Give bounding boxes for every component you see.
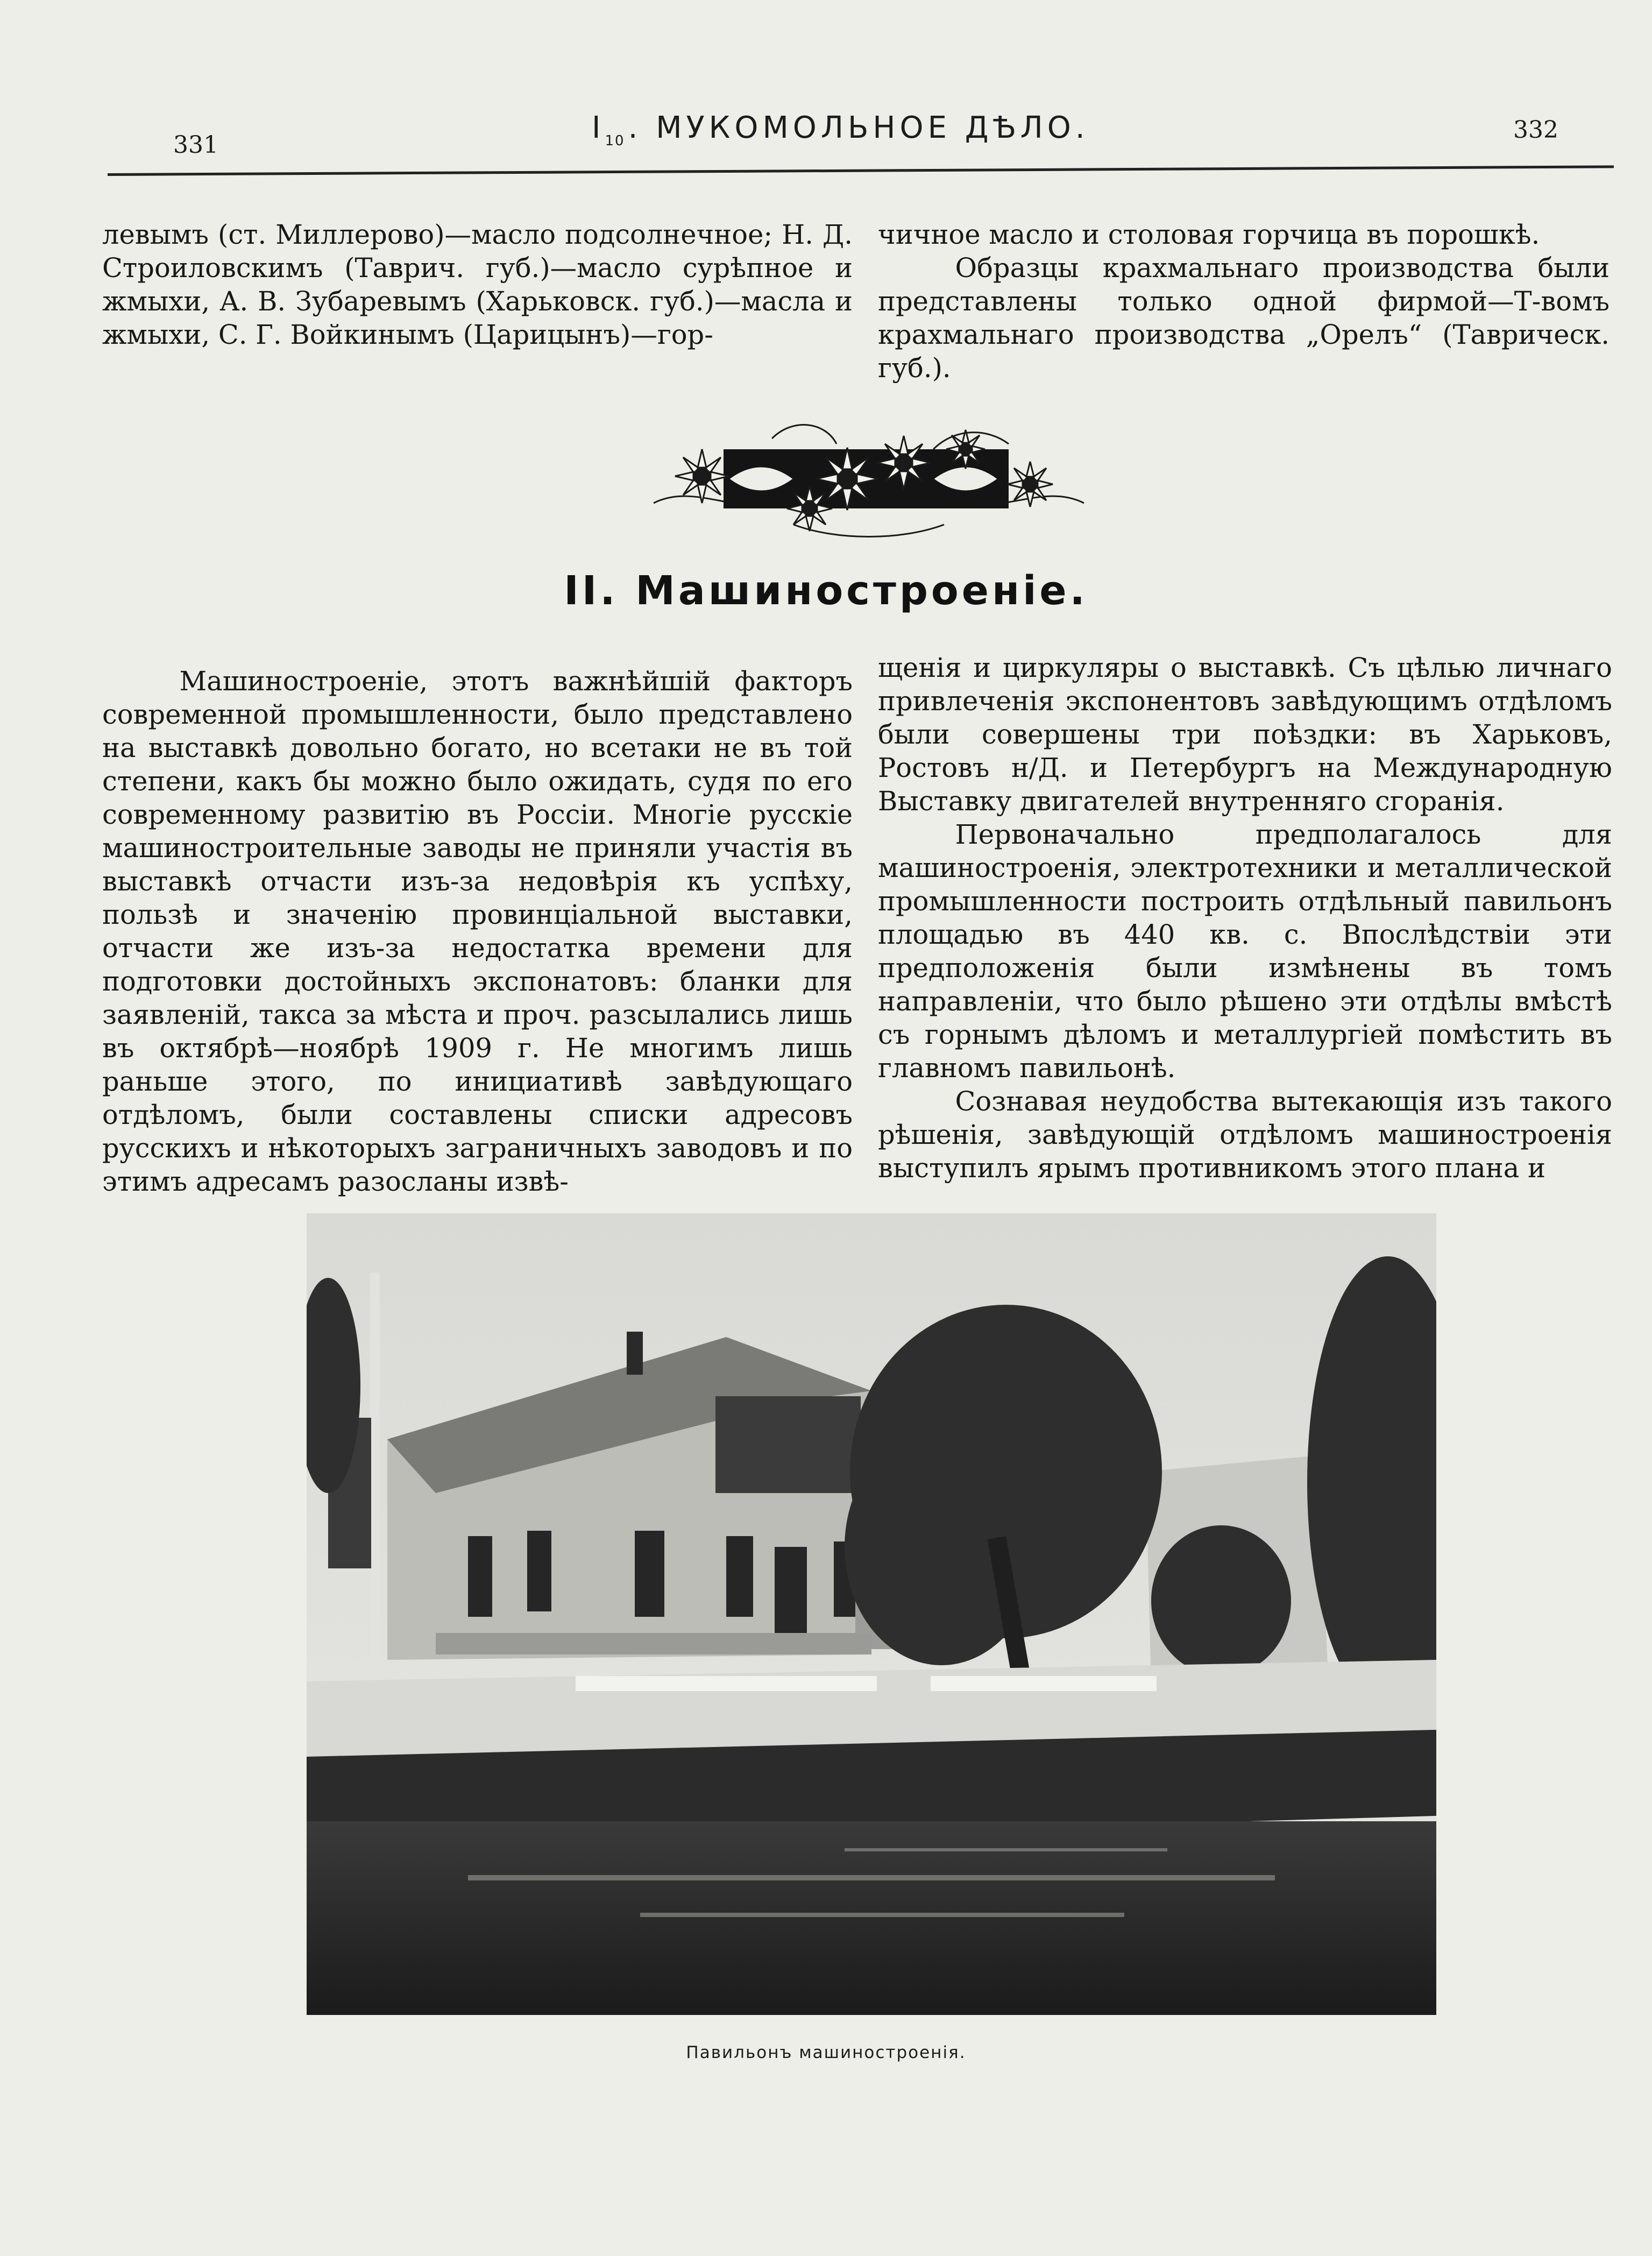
body-left-column bbox=[102, 664, 853, 1198]
paragraph: Первоначально предполагалось для машиностроенiя, электротехники и металлической промышленности построить отдѣльный павильонъ площадью въ 440 кв. с. Впослѣдствiи эти предположенiя были измѣнены въ томъ направленiи, что было рѣшено эти отдѣлы вмѣстѣ съ горнымъ дѣломъ и металлургiей помѣстить въ главномъ павильонѣ. bbox=[878, 819, 1612, 1084]
pavilion-photograph bbox=[307, 1213, 1436, 2015]
paragraph: левымъ (ст. Миллерово)—масло подсолнечное; Н. Д. Строиловскимъ (Таврич. губ.)—масло сурѣпное и жмыхи, А. В. Зубаревымъ (Харьковск. губ.)—масла и жмыхи, С. Г. Войкинымъ (Царицынъ)—гор- bbox=[102, 219, 853, 350]
header-rule bbox=[108, 165, 1614, 176]
paragraph: чичное масло и столовая горчица въ порошкѣ. bbox=[878, 219, 1540, 250]
paragraph: Образцы крахмальнаго производства были представлены только одной фирмой—Т-вомъ крахмальнаго производства „Орелъ“ (Таврическ. губ.). bbox=[878, 252, 1610, 384]
section-title: II. Машиностроенiе. bbox=[564, 568, 1088, 614]
floral-ornament bbox=[632, 417, 1100, 541]
paragraph: Машиностроенiе, этотъ важнѣйшiй факторъ современной промышленности, было представлено на выставкѣ довольно богато, но всетаки не въ той степени, какъ бы можно было ожидать, судя по его современному развитiю въ Россiи. Многiе русскiе машиностроительные заводы не приняли участiя въ выставкѣ отчасти изъ-за недовѣрiя къ успѣху, пользѣ и значенiю провинцiальной выставки, отчасти же изъ-за недостатка времени для подготовки достойныхъ экспонатовъ: бланки для заявленiй, такса за мѣста и проч. разсылались лишь въ октябрѣ—ноябрѣ 1909 г. Не многимъ лишь раньше этого, по инициативѣ завѣдующаго отдѣломъ, были составлены списки адресовъ русскихъ и нѣкоторыхъ заграничныхъ заводовъ и по этимъ адресамъ разосланы извѣ- bbox=[102, 666, 853, 1197]
running-title-text: . МУКОМОЛЬНОЕ ДѢЛО. bbox=[628, 110, 1089, 145]
top-text-left-column bbox=[102, 218, 853, 351]
body-right-column bbox=[878, 651, 1612, 1185]
paragraph: щенiя и циркуляры о выставкѣ. Съ цѣлью личнаго привлеченiя экспонентовъ завѣдующимъ отдѣломъ были совершены три поѣздки: въ Харьковъ, Ростовъ н/Д. и Петербургъ на Международную Выставку двигателей внутренняго сгоранiя. bbox=[878, 652, 1612, 817]
running-title bbox=[592, 110, 1194, 149]
page-number-left: 331 bbox=[173, 131, 218, 159]
paragraph: Сознавая неудобства вытекающiя изъ такого рѣшенiя, завѣдующiй отдѣломъ машиностроенiя выступилъ ярымъ противникомъ этого плана и bbox=[878, 1086, 1612, 1184]
page-number-right: 332 bbox=[1513, 116, 1558, 144]
top-text-right-column bbox=[878, 218, 1610, 385]
section-subscript: 10 bbox=[605, 133, 625, 149]
photo-caption: Павильонъ машиностроенiя. bbox=[686, 2043, 966, 2062]
section-number: I bbox=[592, 110, 605, 145]
